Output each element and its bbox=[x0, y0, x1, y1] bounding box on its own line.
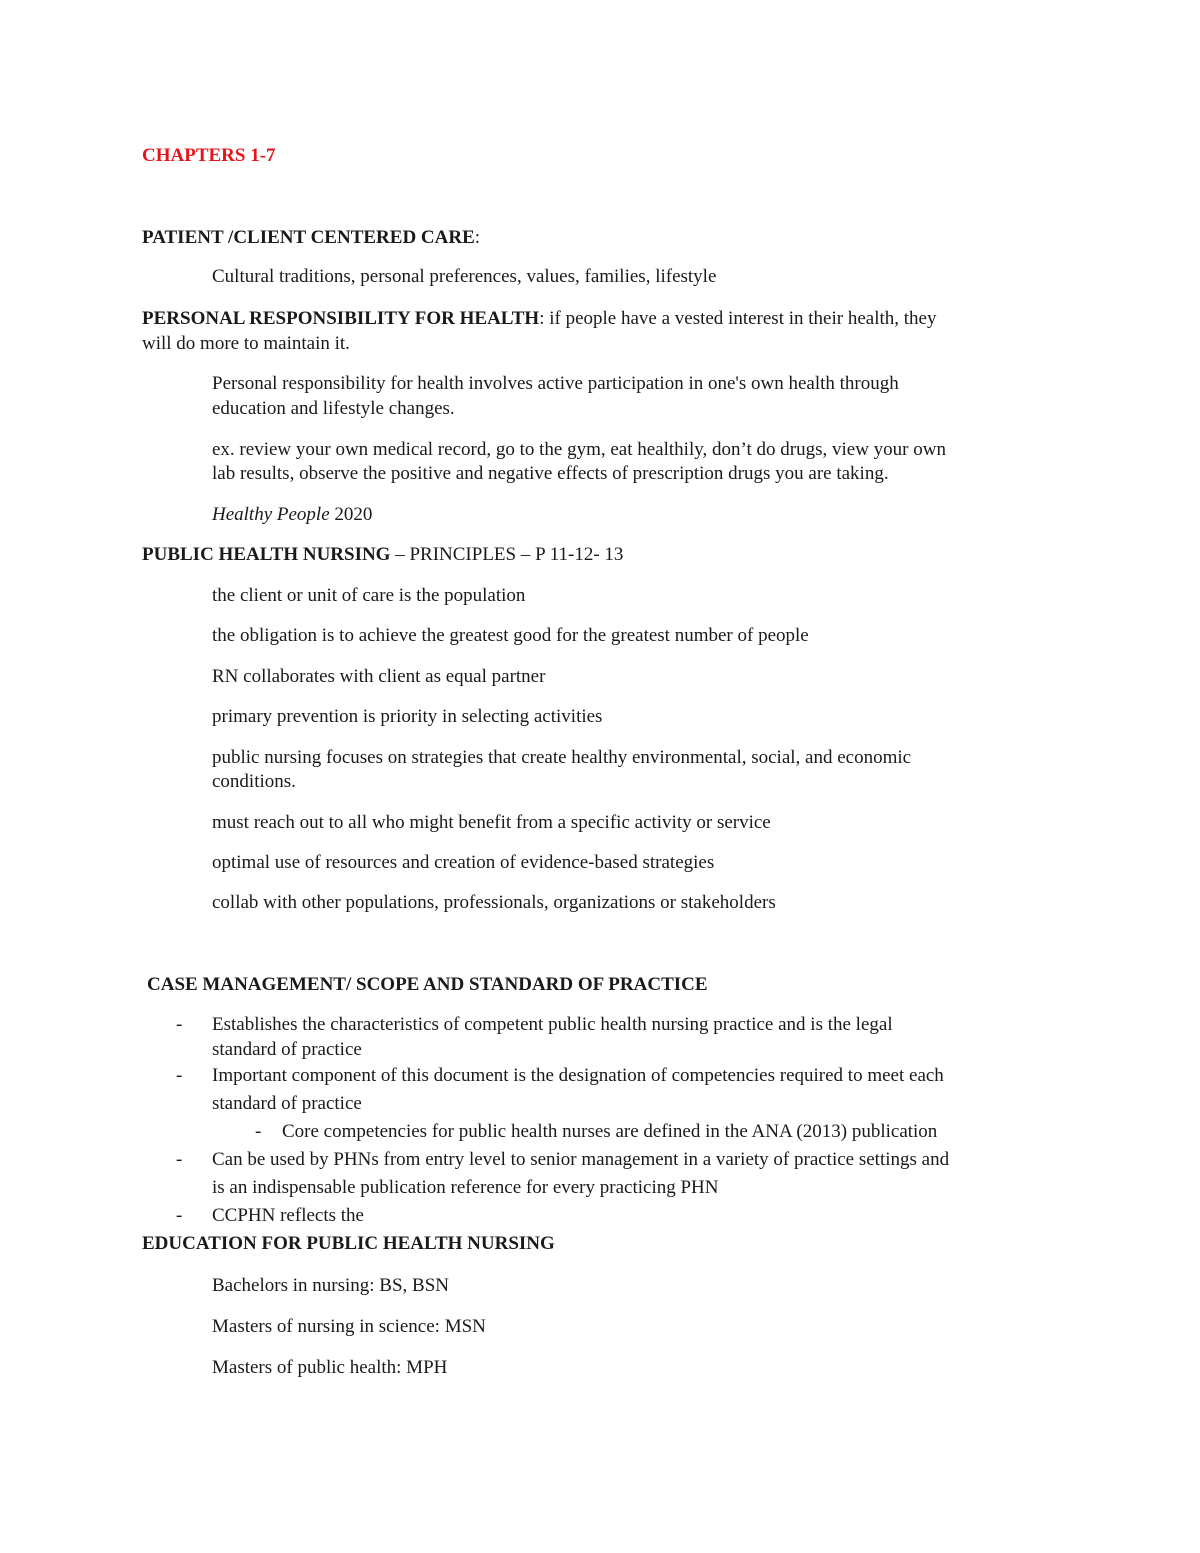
healthy-people-title: Healthy People bbox=[212, 504, 330, 525]
public-health-item: primary prevention is priority in selecting activities bbox=[212, 706, 603, 727]
personal-responsibility-para1: Personal responsibility for health involves active participation in one's own health through bbox=[212, 373, 899, 394]
public-health-item-cont: conditions. bbox=[212, 771, 296, 792]
public-health-heading: PUBLIC HEALTH NURSING bbox=[142, 544, 391, 565]
personal-responsibility-para2: ex. review your own medical record, go to the gym, eat healthily, don’t do drugs, view your own bbox=[212, 439, 946, 460]
personal-responsibility-para2-cont: lab results, observe the positive and negative effects of prescription drugs you are taking. bbox=[212, 463, 889, 484]
patient-care-heading-suffix: : bbox=[474, 227, 481, 248]
healthy-people-year: 2020 bbox=[329, 504, 373, 525]
education-item: Masters of public health: MPH bbox=[212, 1357, 448, 1378]
case-management-bullet-cont: standard of practice bbox=[212, 1039, 362, 1060]
public-health-item: the obligation is to achieve the greatest good for the greatest number of people bbox=[212, 625, 809, 646]
bullet-dash: - bbox=[176, 1149, 183, 1170]
bullet-dash: - bbox=[176, 1014, 183, 1035]
public-health-item: collab with other populations, professionals, organizations or stakeholders bbox=[212, 892, 776, 913]
public-health-item: optimal use of resources and creation of evidence-based strategies bbox=[212, 852, 715, 873]
sub-bullet-dash: - bbox=[255, 1121, 262, 1142]
patient-care-item: Cultural traditions, personal preferences, values, families, lifestyle bbox=[212, 266, 717, 287]
public-health-item: RN collaborates with client as equal partner bbox=[212, 666, 546, 687]
public-health-heading-line bbox=[142, 542, 623, 567]
patient-care-heading-line bbox=[142, 225, 480, 250]
case-management-bullet-cont: is an indispensable publication reference for every practicing PHN bbox=[212, 1177, 719, 1198]
bullet-dash: - bbox=[176, 1205, 183, 1226]
case-management-bullet: Important component of this document is the designation of competencies required to meet each bbox=[212, 1065, 944, 1086]
case-management-bullet: Establishes the characteristics of competent public health nursing practice and is the legal bbox=[212, 1014, 893, 1035]
public-health-item: must reach out to all who might benefit from a specific activity or service bbox=[212, 812, 771, 833]
public-health-item: the client or unit of care is the population bbox=[212, 585, 526, 606]
education-item: Bachelors in nursing: BS, BSN bbox=[212, 1275, 449, 1296]
personal-responsibility-para1-cont: education and lifestyle changes. bbox=[212, 398, 455, 419]
case-management-heading: CASE MANAGEMENT/ SCOPE AND STANDARD OF PRACTICE bbox=[147, 974, 708, 995]
education-item: Masters of nursing in science: MSN bbox=[212, 1316, 486, 1337]
page-title: CHAPTERS 1-7 bbox=[142, 145, 276, 166]
personal-responsibility-heading-line bbox=[142, 306, 936, 331]
public-health-item: public nursing focuses on strategies that create healthy environmental, social, and economic bbox=[212, 747, 912, 768]
healthy-people-line bbox=[212, 502, 372, 527]
education-heading: EDUCATION FOR PUBLIC HEALTH NURSING bbox=[142, 1233, 555, 1254]
bullet-dash: - bbox=[176, 1065, 183, 1086]
case-management-sub-bullet: Core competencies for public health nurses are defined in the ANA (2013) publication bbox=[282, 1121, 938, 1142]
personal-responsibility-intro-cont: will do more to maintain it. bbox=[142, 333, 350, 354]
case-management-bullet-cont: standard of practice bbox=[212, 1093, 362, 1114]
personal-responsibility-heading: PERSONAL RESPONSIBILITY FOR HEALTH bbox=[142, 308, 540, 329]
patient-care-heading: PATIENT /CLIENT CENTERED CARE bbox=[142, 227, 475, 248]
personal-responsibility-intro: : if people have a vested interest in their health, they bbox=[539, 308, 937, 329]
case-management-bullet: Can be used by PHNs from entry level to senior management in a variety of practice settings and bbox=[212, 1149, 950, 1170]
public-health-heading-suffix: – PRINCIPLES – P 11-12- 13 bbox=[390, 544, 624, 565]
case-management-bullet: CCPHN reflects the bbox=[212, 1205, 364, 1226]
